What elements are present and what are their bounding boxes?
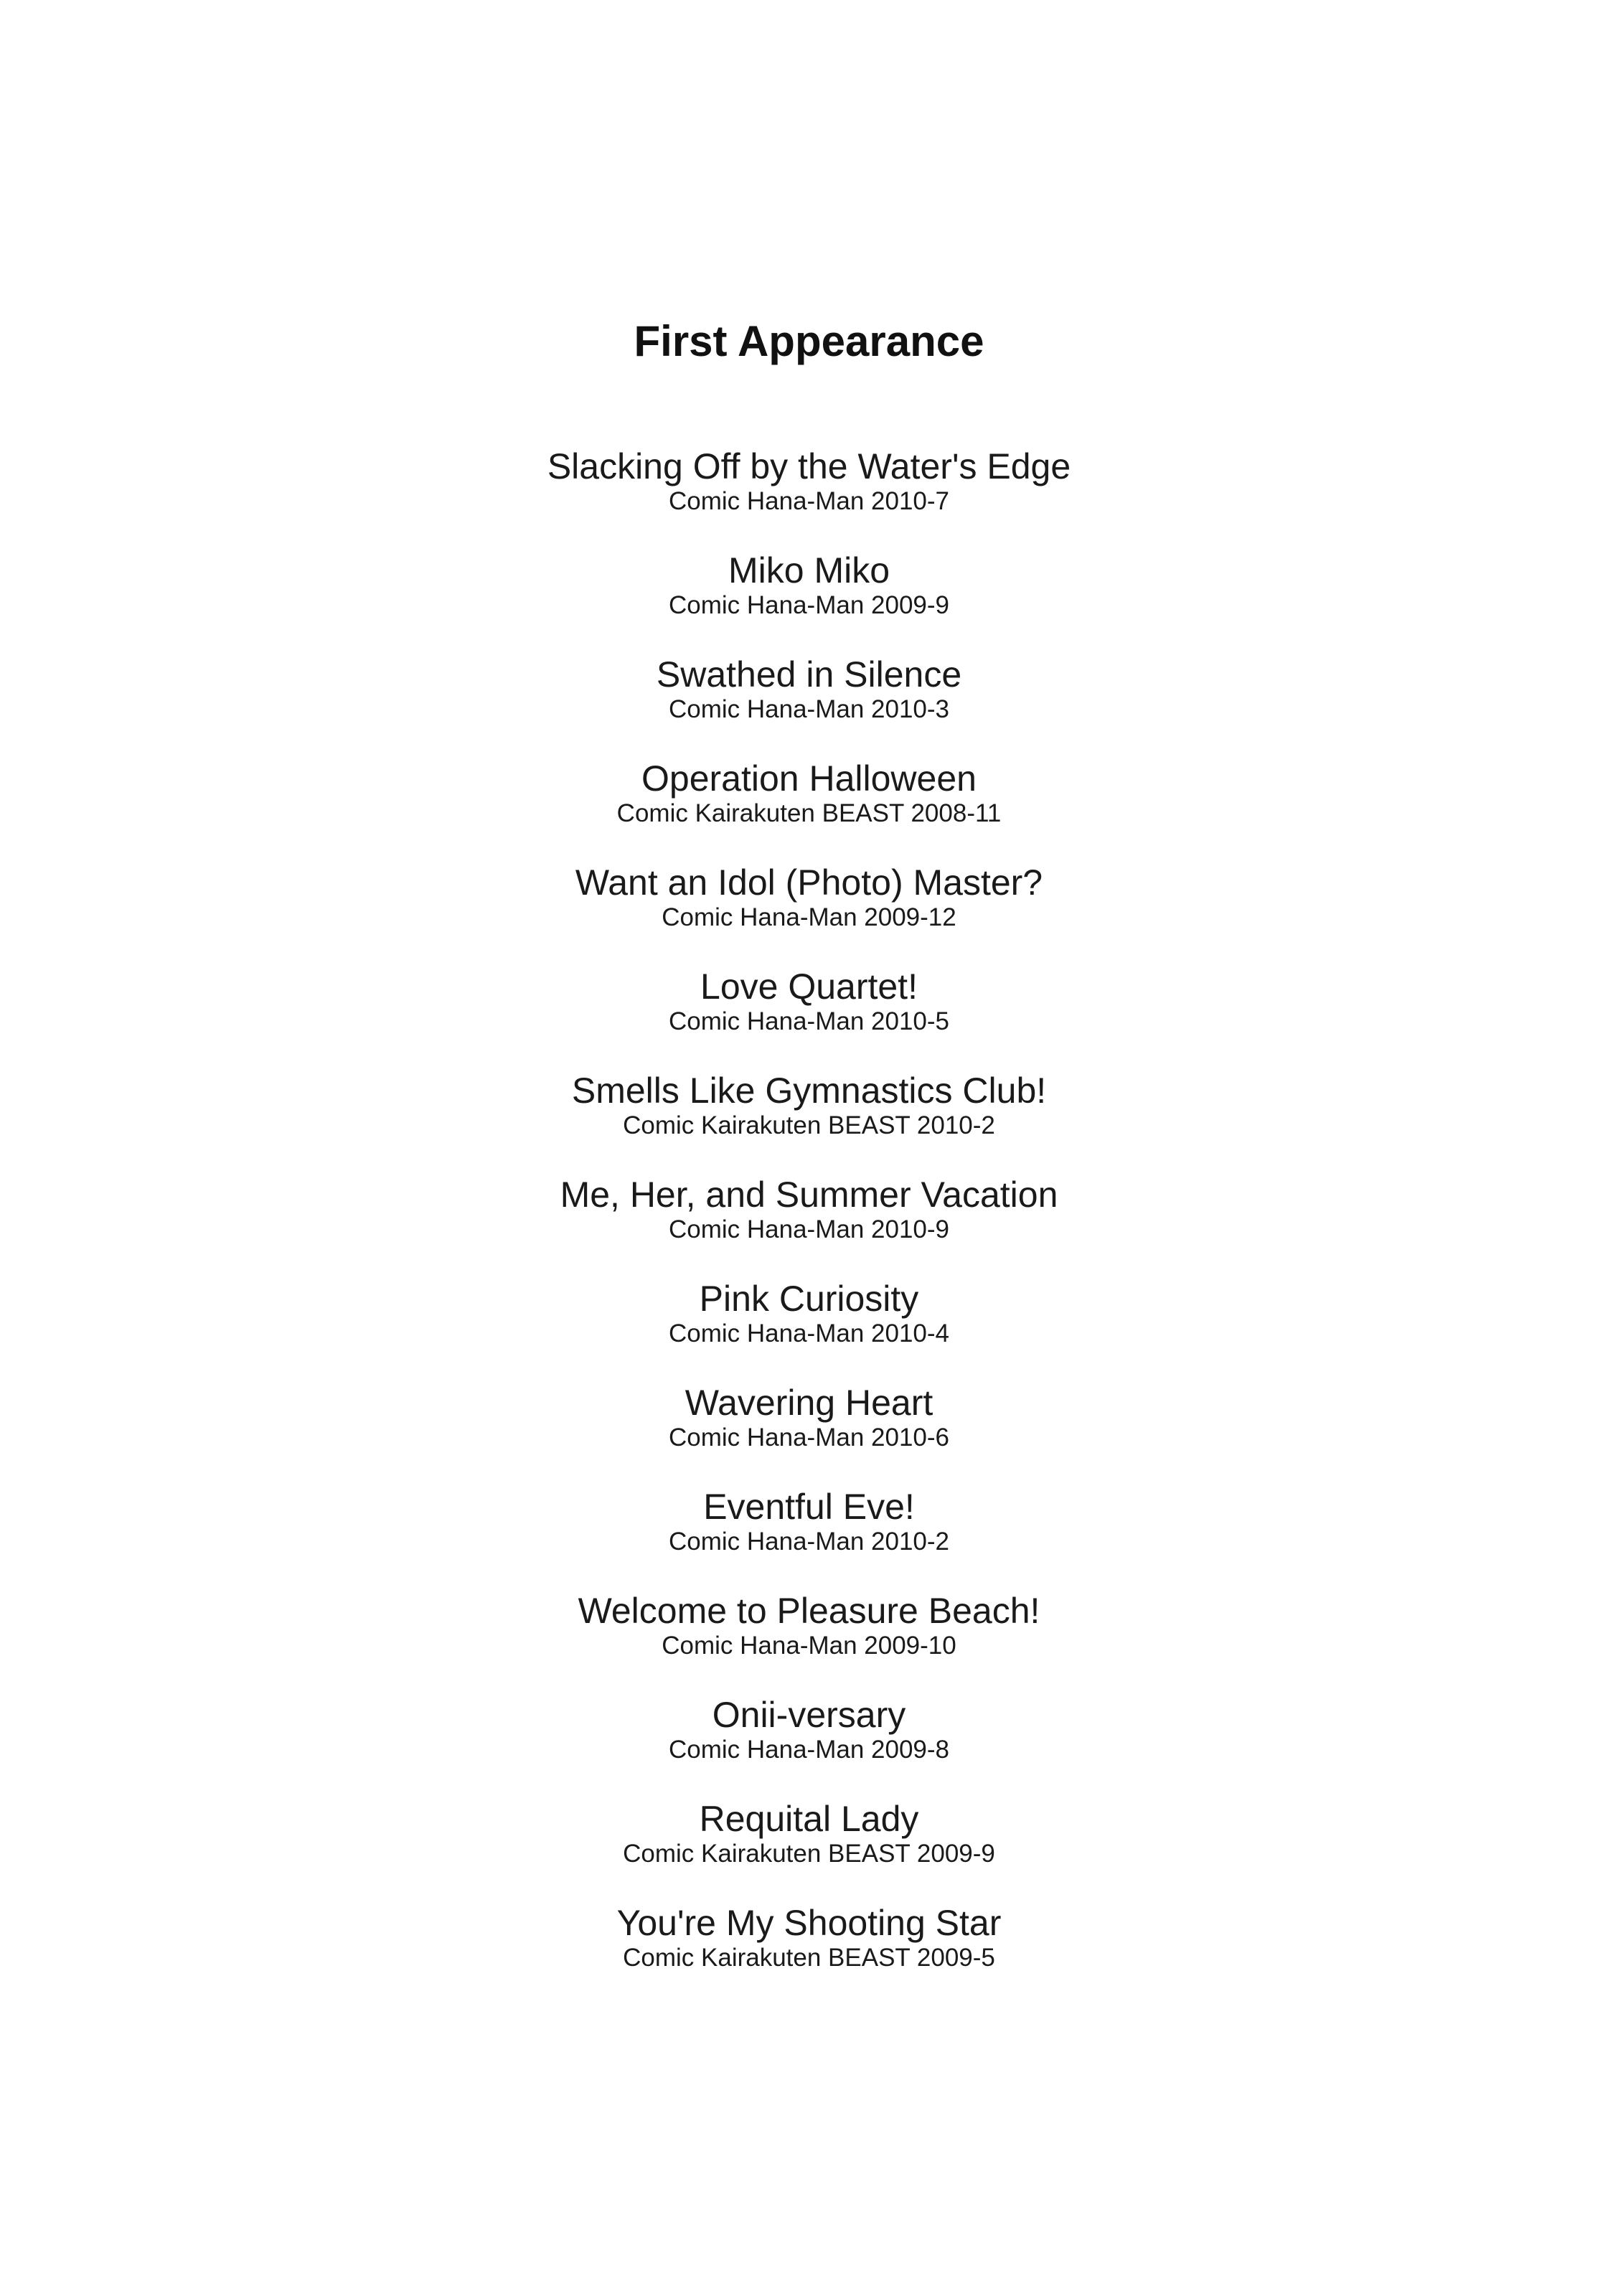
story-title: You're My Shooting Star xyxy=(616,1903,1002,1943)
story-title: Wavering Heart xyxy=(685,1383,933,1423)
list-item xyxy=(0,1175,1618,1264)
list-item xyxy=(0,446,1618,535)
publication-source: Comic Hana-Man 2010-7 xyxy=(668,487,949,515)
publication-source: Comic Hana-Man 2009-12 xyxy=(662,903,956,931)
story-title: Slacking Off by the Water's Edge xyxy=(547,446,1071,486)
publication-source: Comic Kairakuten BEAST 2009-5 xyxy=(623,1944,995,1972)
list-item xyxy=(0,1591,1618,1680)
list-item xyxy=(0,1799,1618,1888)
publication-source: Comic Hana-Man 2009-10 xyxy=(662,1632,956,1660)
story-title: Welcome to Pleasure Beach! xyxy=(578,1591,1040,1631)
list-item xyxy=(0,1383,1618,1472)
publication-source: Comic Hana-Man 2009-9 xyxy=(668,591,949,619)
publication-source: Comic Hana-Man 2010-5 xyxy=(668,1007,949,1035)
publication-source: Comic Hana-Man 2010-9 xyxy=(668,1215,949,1243)
list-item xyxy=(0,966,1618,1055)
publication-source: Comic Kairakuten BEAST 2009-9 xyxy=(623,1840,995,1868)
publication-source: Comic Hana-Man 2009-8 xyxy=(668,1736,949,1764)
story-title: Want an Idol (Photo) Master? xyxy=(575,862,1043,903)
story-title: Operation Halloween xyxy=(641,758,977,799)
list-item xyxy=(0,550,1618,639)
story-title: Onii-versary xyxy=(712,1695,906,1735)
list-item xyxy=(0,1279,1618,1368)
story-title: Me, Her, and Summer Vacation xyxy=(560,1175,1058,1215)
story-title: Swathed in Silence xyxy=(656,654,962,695)
story-title: Eventful Eve! xyxy=(703,1487,915,1527)
publication-source: Comic Kairakuten BEAST 2008-11 xyxy=(616,799,1002,827)
list-item xyxy=(0,758,1618,847)
list-item xyxy=(0,654,1618,743)
publication-source: Comic Hana-Man 2010-4 xyxy=(668,1319,949,1347)
list-item xyxy=(0,1903,1618,1992)
list-item xyxy=(0,862,1618,951)
page-title: First Appearance xyxy=(634,317,984,365)
story-title: Smells Like Gymnastics Club! xyxy=(571,1071,1047,1111)
story-title: Requital Lady xyxy=(699,1799,919,1839)
publication-source: Comic Kairakuten BEAST 2010-2 xyxy=(623,1111,995,1139)
publication-source: Comic Hana-Man 2010-3 xyxy=(668,695,949,723)
list-item xyxy=(0,1071,1618,1159)
list-item xyxy=(0,1695,1618,1784)
publication-source: Comic Hana-Man 2010-6 xyxy=(668,1424,949,1452)
story-title: Pink Curiosity xyxy=(699,1279,919,1319)
list-item xyxy=(0,1487,1618,1576)
story-title: Miko Miko xyxy=(728,550,890,591)
story-title: Love Quartet! xyxy=(700,966,918,1007)
publication-source: Comic Hana-Man 2010-2 xyxy=(668,1528,949,1556)
